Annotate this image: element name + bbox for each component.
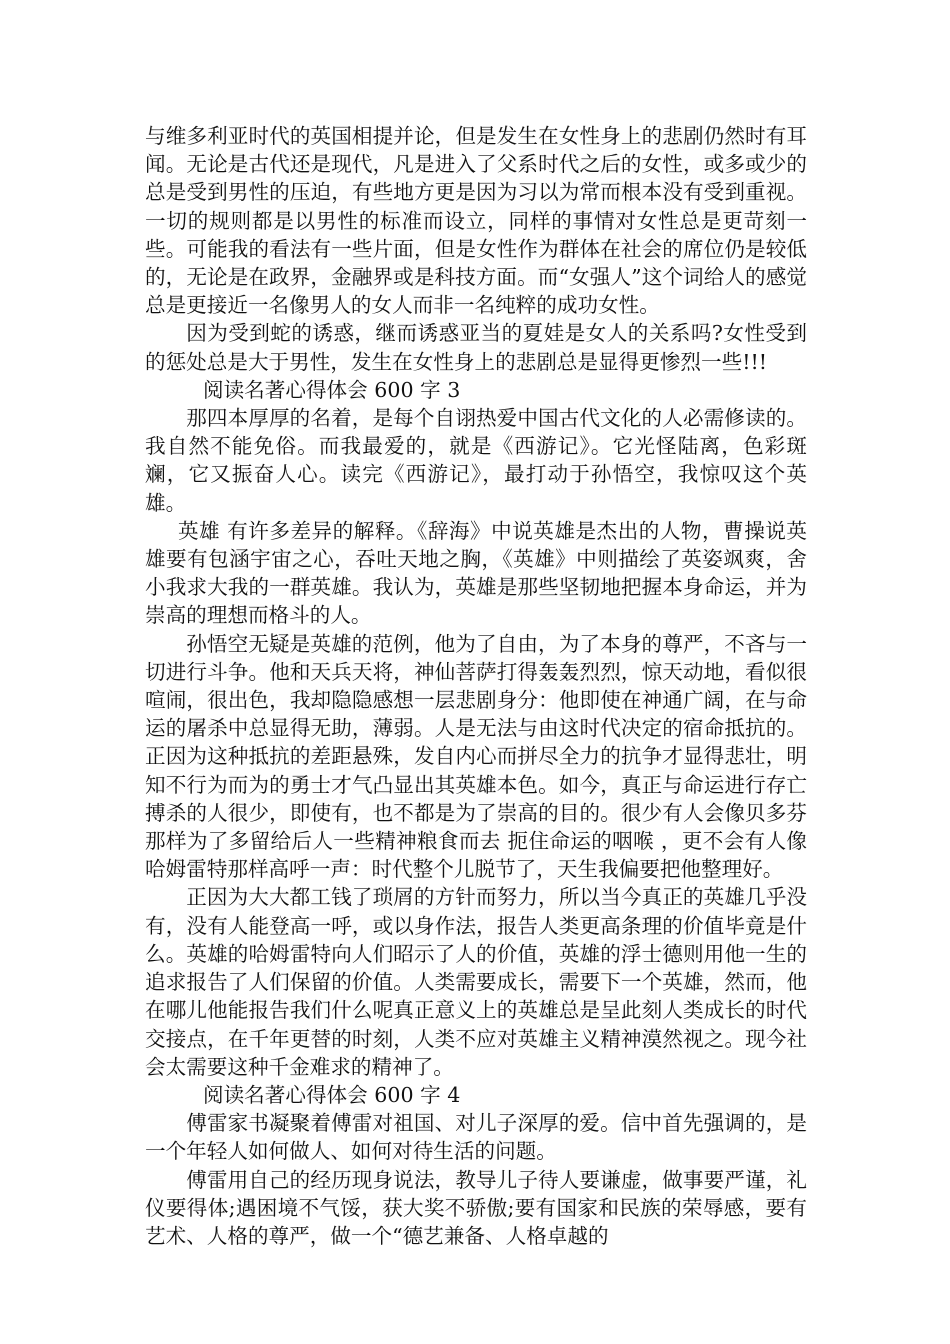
section-heading-3: 阅读名著心得体会 600 字 3	[203, 377, 461, 402]
paragraph-true-heroes: 正因为大大都工钱了琐屑的方针而努力，所以当今真正的英雄几乎没有，没有人能登高一呼，或以身作法，报告人类更高条理的价值毕竟是什么。英雄的哈姆雷特向人们昭示了人的价值，英雄的浮士德则用他一生的追求报告了人们保留的价值。人类需要成长，需要下一个英雄，然而，他在哪儿他能报告我们什么呢真正意义上的英雄总是呈此刻人类成长的时代交接点，在千年更替的时刻，人类不应对英雄主义精神漠然视之。现今社会太需要这种千金难求的精神了。	[145, 885, 807, 1079]
paragraph-fu-lei-letters: 傅雷家书凝聚着傅雷对祖国、对儿子深厚的爱。信中首先强调的，是一个年轻人如何做人、如何对待生活的问题。	[145, 1111, 807, 1164]
section-heading-4: 阅读名著心得体会 600 字 4	[203, 1082, 461, 1107]
document-page	[145, 122, 807, 1250]
paragraph-hero-definition: 英雄 有许多差异的解释。《辞海》中说英雄是杰出的人物，曹操说英雄要有包涵宇宙之心，吞吐天地之胸，《英雄》中则描绘了英姿飒爽，舍小我求大我的一群英雄。我认为，英雄是那些坚韧地把握本身命运，并为崇高的理想而格斗的人。	[145, 518, 807, 628]
paragraph-journey-west: 那四本厚厚的名着，是每个自诩热爱中国古代文化的人必需修读的。我自然不能免俗。而我最爱的，就是《西游记》。它光怪陆离，色彩斑斓，它又振奋人心。读完《西游记》，最打动于孙悟空，我惊叹这个英雄。	[145, 406, 807, 515]
paragraph-sun-wukong: 孙悟空无疑是英雄的范例，他为了自由，为了本身的尊严，不吝与一切进行斗争。他和天兵天将，神仙菩萨打得轰轰烈烈，惊天动地，看似很喧闹，很出色，我却隐隐感想一层悲剧身分：他即使在神通广阔，在与命运的屠杀中总显得无助，薄弱。人是无法与由这时代决定的宿命抵抗的。正因为这种抵抗的差距悬殊，发自内心而拼尽全力的抗争才显得悲壮，明知不行为而为的勇士才气凸显出其英雄本色。如今，真正与命运进行存亡搏杀的人很少，即使有，也不都是为了崇高的目的。很少有人会像贝多芬那样为了多留给后人一些精神粮食而去 扼住命运的咽喉 ，更不会有人像哈姆雷特那样高呼一声：时代整个儿脱节了，天生我偏要把他整理好。	[145, 631, 807, 882]
paragraph-fu-lei-teaching: 傅雷用自己的经历现身说法，教导儿子待人要谦虚，做事要严谨，礼仪要得体;遇困境不气馁，获大奖不骄傲;要有国家和民族的荣辱感，要有艺术、人格的尊严，做一个“德艺兼备、人格卓越的	[145, 1167, 807, 1248]
paragraph-eve-temptation: 因为受到蛇的诱惑，继而诱惑亚当的夏娃是女人的关系吗?女性受到的惩处总是大于男性，发生在女性身上的悲剧总是显得更惨烈一些!!!	[145, 321, 807, 374]
paragraph-women-tragedy: 与维多利亚时代的英国相提并论，但是发生在女性身上的悲剧仍然时有耳闻。无论是古代还是现代，凡是进入了父系时代之后的女性，或多或少的总是受到男性的压迫，有些地方更是因为习以为常而根本没有受到重视。一切的规则都是以男性的标准而设立，同样的事情对女性总是更苛刻一些。可能我的看法有一些片面，但是女性作为群体在社会的席位仍是较低的，无论是在政界，金融界或是科技方面。而“女强人”这个词给人的感觉总是更接近一名像男人的女人而非一名纯粹的成功女性。	[145, 124, 807, 318]
